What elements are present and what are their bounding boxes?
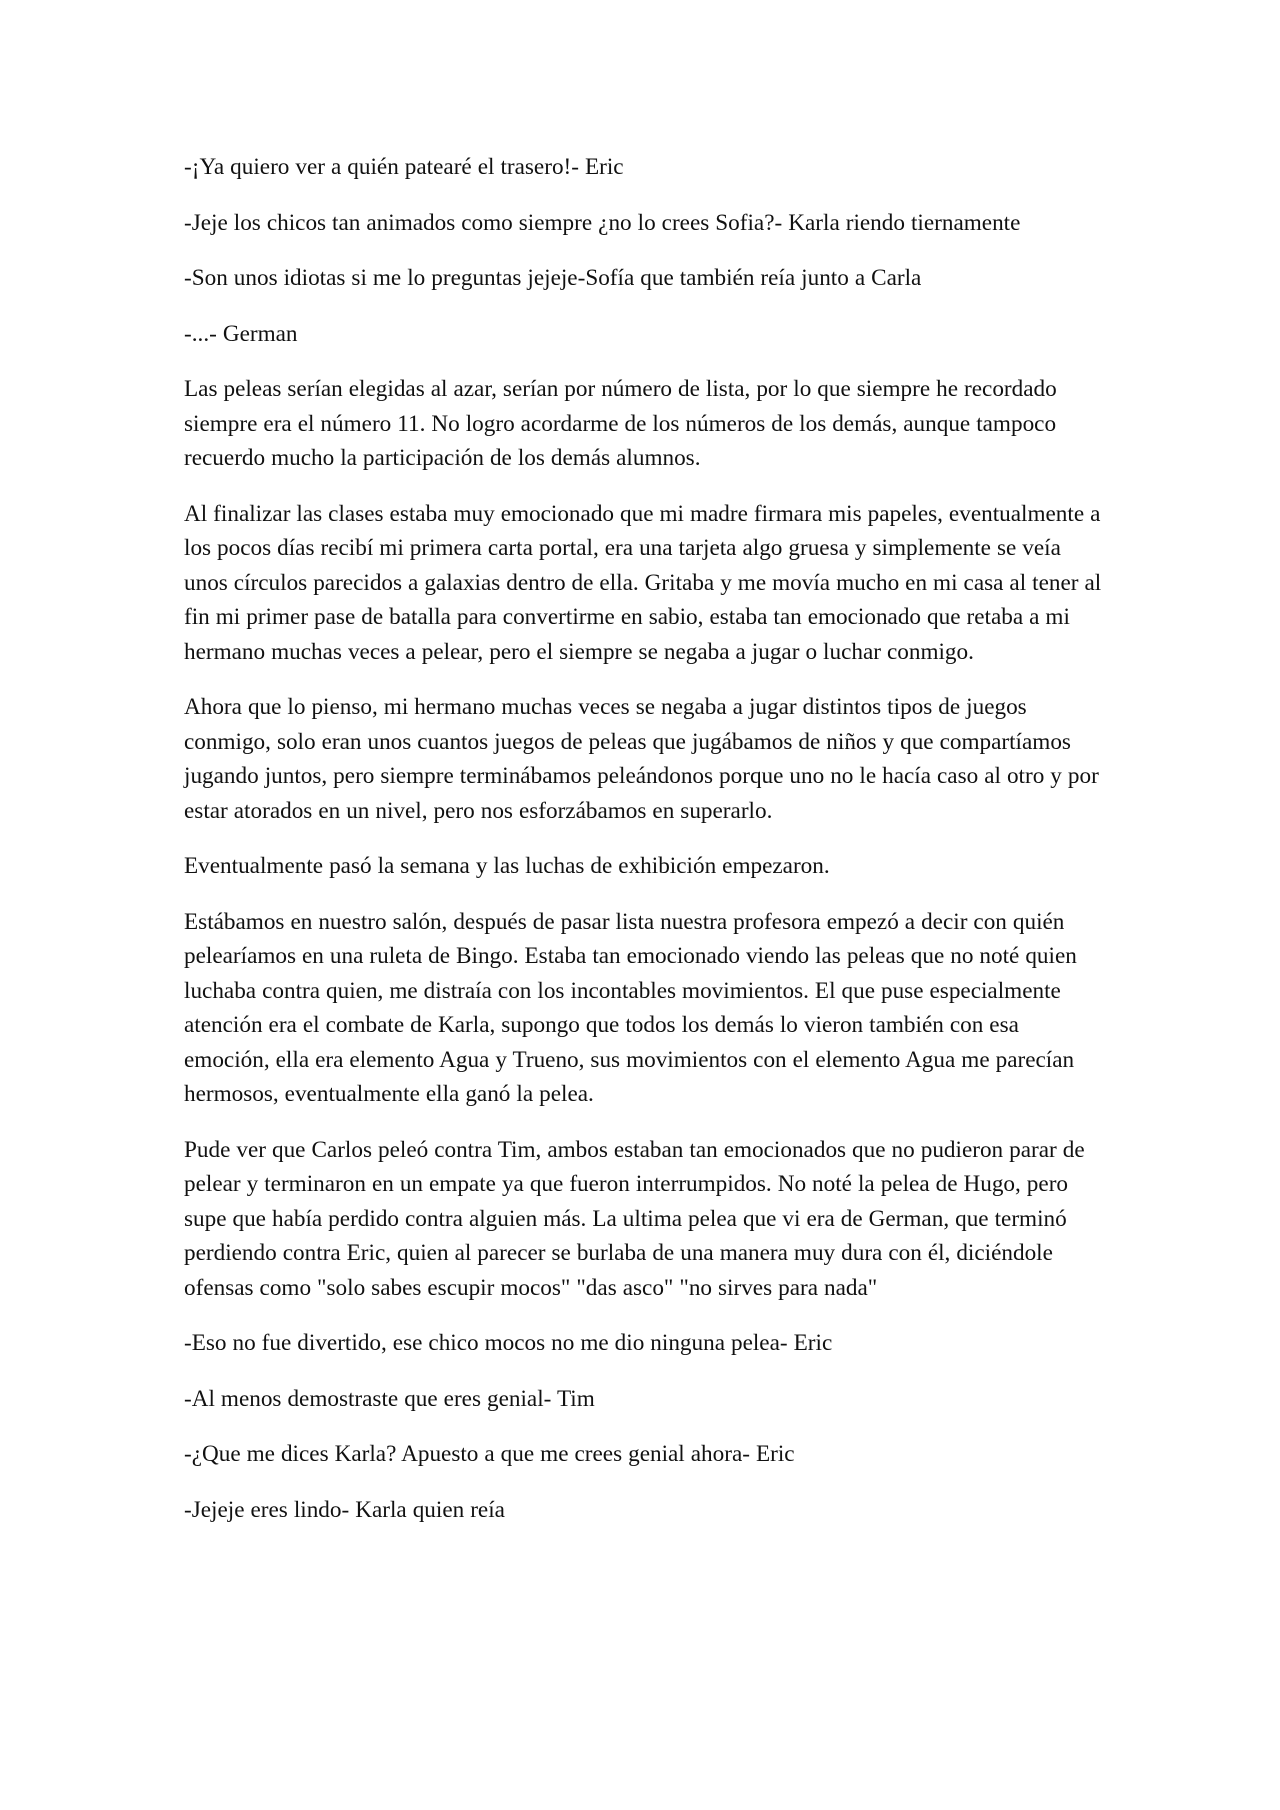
narrative-paragraph: Ahora que lo pienso, mi hermano muchas veces se negaba a jugar distintos tipos de juegos conmigo, solo eran unos cuantos juegos de peleas que jugábamos de niños y que compartíamos jugando juntos, pero siempre terminábamos peleándonos porque uno no le hacía caso al otro y por estar atorados en un nivel, pero nos esforzábamos en superarlo. [184, 694, 1099, 824]
narrative-paragraph: Pude ver que Carlos peleó contra Tim, ambos estaban tan emocionados que no pudieron parar de pelear y terminaron en un empate ya que fueron interrumpidos. No noté la pelea de Hugo, pero supe que había perdido contra alguien más. La ultima pelea que vi era de German, que terminó perdiendo contra Eric, quien al parecer se burlaba de una manera muy dura con él, diciéndole ofensas como "solo sabes escupir mocos" "das asco" "no sirves para nada" [184, 1136, 1085, 1301]
dialogue-line: -¡Ya quiero ver a quién patearé el trasero!- Eric [184, 154, 624, 180]
document-body [184, 150, 1110, 1548]
dialogue-line: -Eso no fue divertido, ese chico mocos no me dio ninguna pelea- Eric [184, 1330, 833, 1356]
narrative-paragraph: Eventualmente pasó la semana y las luchas de exhibición empezaron. [184, 853, 830, 879]
dialogue-line: -Son unos idiotas si me lo preguntas jejeje-Sofía que también reía junto a Carla [184, 265, 922, 291]
dialogue-line: -Al menos demostraste que eres genial- Tim [184, 1385, 595, 1412]
dialogue-line: -...- German [184, 320, 298, 347]
dialogue-line: -Jejeje eres lindo- Karla quien reía [184, 1496, 505, 1523]
narrative-paragraph: Estábamos en nuestro salón, después de pasar lista nuestra profesora empezó a decir con quién pelearíamos en una ruleta de Bingo. Estaba tan emocionado viendo las peleas que no noté quien luchaba contra quien, me distraía con los incontables movimientos. El que puse especialmente atención era el combate de Karla, supongo que todos los demás lo vieron también con esa emoción, ella era elemento Agua y Trueno, sus movimientos con el elemento Agua me parecían hermosos, eventualmente ella ganó la pelea. [184, 908, 1077, 1107]
narrative-paragraph: Al finalizar las clases estaba muy emocionado que mi madre firmara mis papeles, eventualmente a los pocos días recibí mi primera carta portal, era una tarjeta algo gruesa y simplemente se veía unos círculos parecidos a galaxias dentro de ella. Gritaba y me movía mucho en mi casa al tener al fin mi primer pase de batalla para convertirme en sabio, estaba tan emocionado que retaba a mi hermano muchas veces a pelear, pero el siempre se negaba a jugar o luchar conmigo. [184, 500, 1102, 665]
dialogue-line: -¿Que me dices Karla? Apuesto a que me crees genial ahora- Eric [184, 1441, 795, 1467]
dialogue-line: -Jeje los chicos tan animados como siempre ¿no lo crees Sofia?- Karla riendo tiernamente [184, 209, 1021, 236]
narrative-paragraph: Las peleas serían elegidas al azar, serían por número de lista, por lo que siempre he recordado siempre era el número 11. No logro acordarme de los números de los demás, aunque tampoco recuerdo mucho la participación de los demás alumnos. [184, 376, 1057, 471]
